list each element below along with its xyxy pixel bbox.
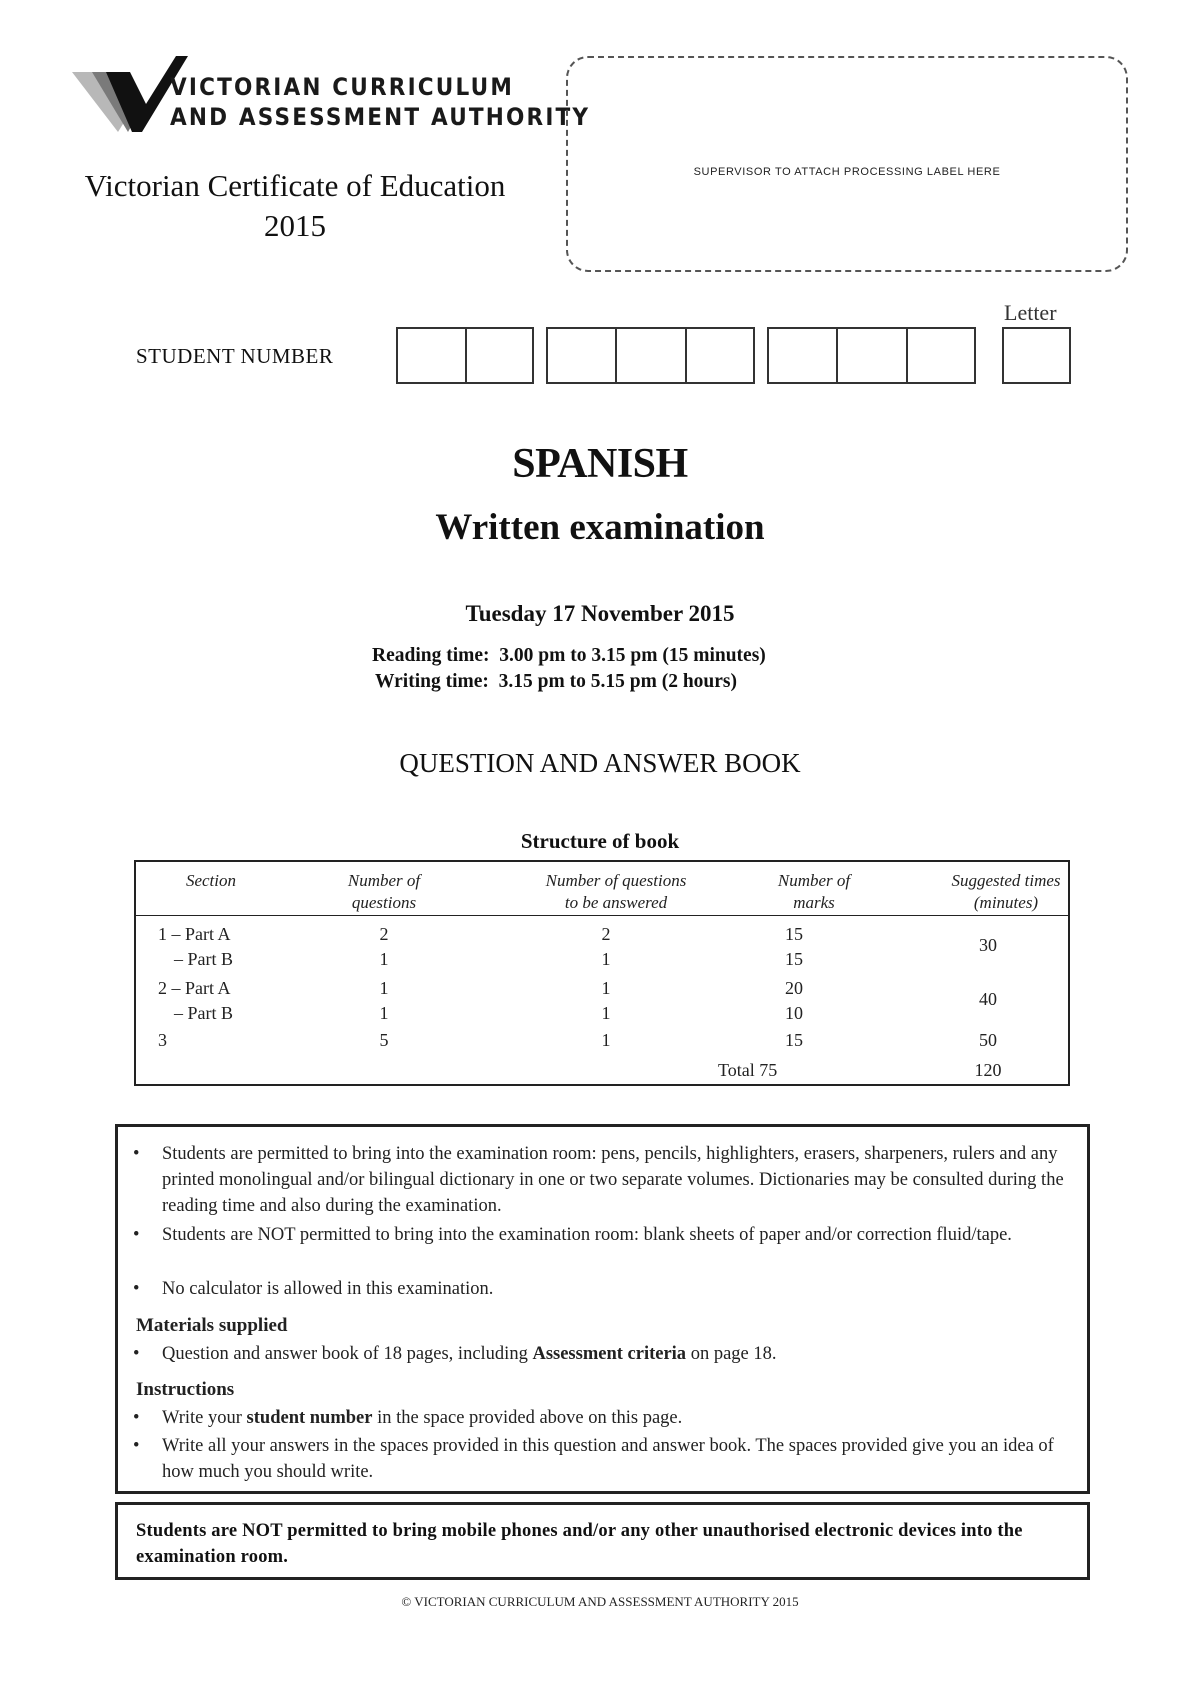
exam-date: Tuesday 17 November 2015 [465, 601, 735, 626]
row-2-marks: 15 [785, 949, 803, 969]
bullet-not-permitted: • Students are NOT permitted to bring into the examination room: blank sheets of paper and/or correction fluid/tape. [133, 1222, 1067, 1248]
row-5-section: 3 [158, 1030, 167, 1050]
writing-time-value: 3.15 pm to 5.15 pm (2 hours) [498, 671, 737, 692]
header-section: Section [185, 871, 237, 890]
writing-time [375, 671, 737, 693]
certificate-name: Victorian Certificate of Education [84, 168, 506, 203]
authority-name [170, 72, 590, 132]
row-5-answered: 1 [601, 1030, 611, 1050]
student-number-boxes-group-2[interactable] [546, 327, 755, 384]
bullet-permitted: • Students are permitted to bring into the examination room: pens, pencils, highlighters, erasers, sharpeners, rulers and any printed monolingual and/or bilingual dictionary in one or two separate volumes. Dictionaries may be consulted during the reading time and also during the examination. [133, 1141, 1067, 1219]
row-1-answered: 2 [601, 924, 611, 944]
time-section-3: 50 [979, 1030, 997, 1050]
row-3-questions: 1 [379, 978, 389, 998]
row-4-section: – Part B [174, 1003, 234, 1023]
row-1-questions: 2 [379, 924, 389, 944]
row-1-section: 1 – Part A [158, 924, 231, 944]
row-4-questions: 1 [379, 1003, 389, 1023]
total-time: 120 [974, 1060, 1002, 1080]
warning-text: Students are NOT permitted to bring mobile phones and/or any other unauthorised electronic devices into the examination room. [136, 1521, 1023, 1567]
certificate-title [60, 166, 530, 246]
student-number-instruction: Write your student number in the space provided above on this page. [162, 1408, 683, 1428]
row-4-marks: 10 [785, 1003, 803, 1023]
structure-table [134, 860, 1070, 1086]
student-number-label: STUDENT NUMBER [136, 344, 334, 368]
authority-line-1: VICTORIAN CURRICULUM [170, 73, 514, 101]
row-2-answered: 1 [601, 949, 611, 969]
student-number-boxes-group-1[interactable] [396, 327, 534, 384]
student-letter-box[interactable] [1002, 327, 1071, 384]
row-4-answered: 1 [601, 1003, 611, 1023]
materials-heading: Materials supplied [136, 1315, 288, 1336]
header-suggested-times: Suggested times (minutes) [951, 871, 1061, 912]
row-5-questions: 5 [379, 1030, 389, 1050]
materials-text: Question and answer book of 18 pages, including Assessment criteria on page 18. [162, 1344, 777, 1364]
writing-time-label: Writing time: [375, 671, 489, 692]
warning-box [115, 1502, 1090, 1580]
header-number-of-questions: Number of questions [347, 871, 421, 912]
total-marks: Total 75 [718, 1060, 778, 1080]
exam-subtitle: Written examination [435, 507, 765, 548]
reading-time-label: Reading time: [372, 645, 490, 666]
letter-label: Letter [1004, 300, 1057, 325]
permitted-text: Students are permitted to bring into the examination room: pens, pencils, highlighters, erasers, sharpeners, rulers and any printed monolingual and/or bilingual dictionary in one or two separate volumes. Dictionaries may be consulted during the reading time and also during the examination. [162, 1144, 1064, 1216]
calculator-text: No calculator is allowed in this examination. [162, 1279, 494, 1299]
row-2-questions: 1 [379, 949, 389, 969]
not-permitted-text: Students are NOT permitted to bring into the examination room: blank sheets of paper and/or correction fluid/tape. [162, 1225, 1012, 1245]
bullet-student-number: • Write your student number in the space provided above on this page. [133, 1405, 1067, 1431]
header-number-of-marks: Number of marks [777, 871, 851, 912]
bullet-calculator: • No calculator is allowed in this examination. [133, 1276, 1067, 1302]
book-title: QUESTION AND ANSWER BOOK [399, 748, 801, 778]
time-section-1: 30 [979, 935, 997, 955]
structure-title: Structure of book [520, 829, 680, 853]
answers-instruction: Write all your answers in the spaces provided in this question and answer book. The spaces provided give you an idea of how much you should write. [162, 1436, 1054, 1482]
copyright-notice: © VICTORIAN CURRICULUM AND ASSESSMENT AUTHORITY 2015 [401, 1594, 799, 1609]
row-3-marks: 20 [785, 978, 803, 998]
instructions-box [115, 1124, 1090, 1494]
row-5-marks: 15 [785, 1030, 803, 1050]
reading-time [372, 645, 766, 667]
row-2-section: – Part B [174, 949, 234, 969]
supervisor-label-text: SUPERVISOR TO ATTACH PROCESSING LABEL HERE [693, 166, 1001, 178]
bullet-materials: • Question and answer book of 18 pages, including Assessment criteria on page 18. [133, 1341, 1067, 1367]
bullet-answers: • Write all your answers in the spaces provided in this question and answer book. The spaces provided give you an idea of how much you should write. [133, 1433, 1067, 1485]
instructions-heading: Instructions [136, 1379, 235, 1400]
authority-line-2: AND ASSESSMENT AUTHORITY [170, 103, 591, 131]
certificate-year: 2015 [264, 208, 326, 243]
header-questions-answered: Number of questions to be answered [545, 871, 687, 912]
student-number-boxes-group-3[interactable] [767, 327, 976, 384]
processing-label-area [566, 56, 1128, 272]
row-3-section: 2 – Part A [158, 978, 231, 998]
row-3-answered: 1 [601, 978, 611, 998]
subject-title: SPANISH [512, 441, 688, 487]
reading-time-value: 3.00 pm to 3.15 pm (15 minutes) [499, 645, 766, 666]
time-section-2: 40 [979, 989, 997, 1009]
row-1-marks: 15 [785, 924, 803, 944]
